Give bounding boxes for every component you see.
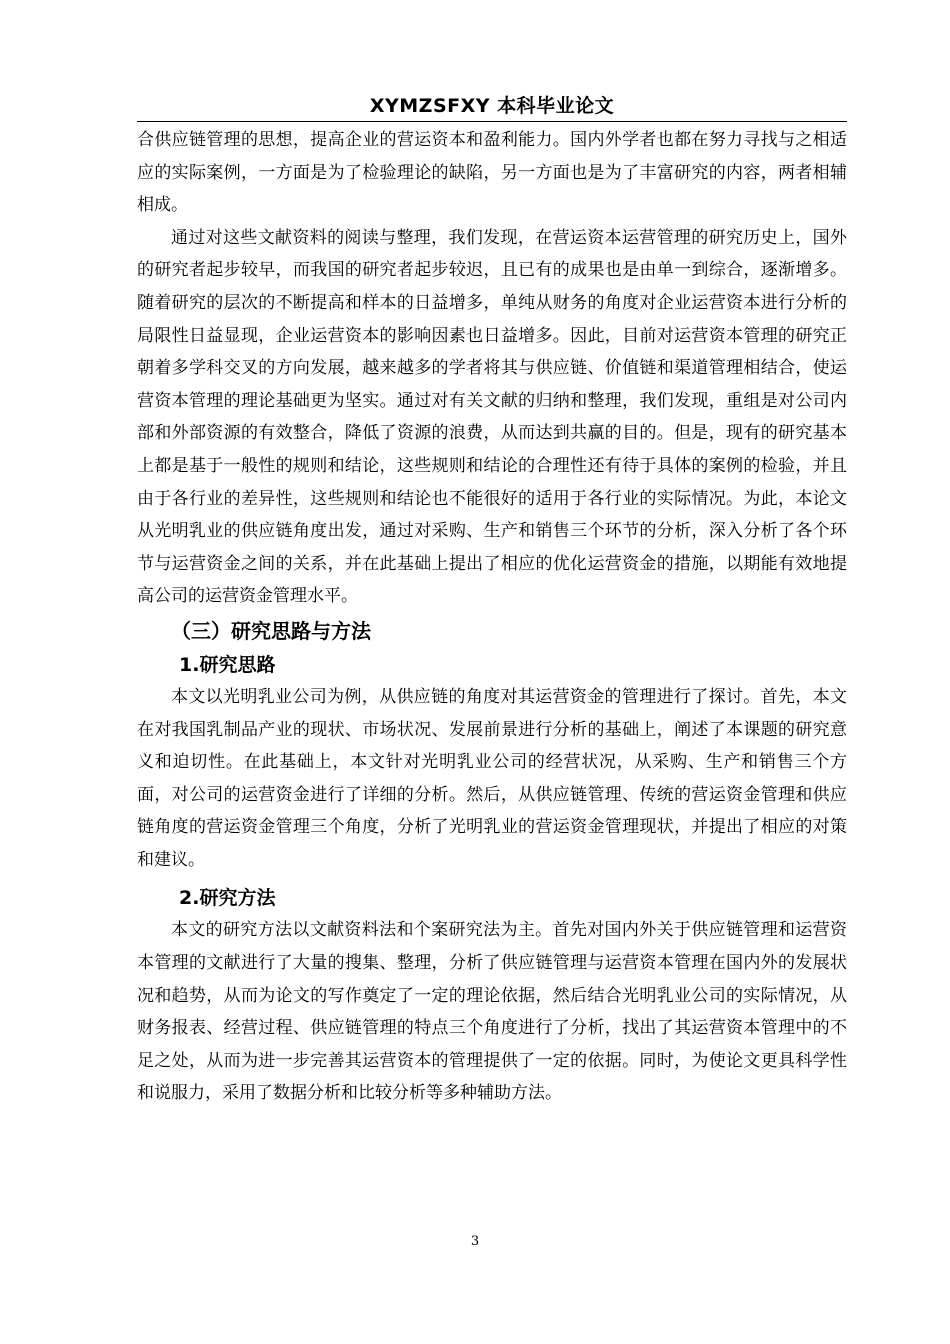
page-header: XYMZSFXY 本科毕业论文 bbox=[369, 95, 615, 117]
subsection-heading-research-method: 2.研究方法 bbox=[179, 887, 276, 910]
paragraph-continuation: 合供应链管理的思想，提高企业的营运资本和盈利能力。国内外学者也都在努力寻找与之相适应的实际案例，一方面是为了检验理论的缺陷，另一方面也是为了丰富研究的内容，两者相辅相成。 bbox=[137, 130, 847, 216]
paragraph-research-method: 本文的研究方法以文献资料法和个案研究法为主。首先对国内外关于供应链管理和运营资本管理的文献进行了大量的搜集、整理，分析了供应链管理与运营资本管理在国内外的发展状况和趋势，从而为论文的写作奠定了一定的理论依据，然后结合光明乳业公司的实际情况，从财务报表、经营过程、供应链管理的特点三个角度进行了分析，找出了其运营资本管理中的不足之处，从而为进一步完善其运营资本的管理提供了一定的依据。同时，为使论文更具科学性和说服力，采用了数据分析和比较分析等多种辅助方法。 bbox=[137, 920, 847, 1104]
subsection-heading-research-approach: 1.研究思路 bbox=[179, 653, 276, 676]
page-number: 3 bbox=[470, 1234, 480, 1249]
paragraph-research-approach: 本文以光明乳业公司为例，从供应链的角度对其运营资金的管理进行了探讨。首先，本文在对我国乳制品产业的现状、市场状况、发展前景进行分析的基础上，阐述了本课题的研究意义和迫切性。在此基础上，本文针对光明乳业公司的经营状况，从采购、生产和销售三个方面，对公司的运营资金进行了详细的分析。然后，从供应链管理、传统的营运资金管理和供应链角度的营运资金管理三个角度，分析了光明乳业的营运资金管理现状，并提出了相应的对策和建议。 bbox=[137, 686, 847, 870]
section-heading: （三）研究思路与方法 bbox=[171, 618, 371, 643]
page-body bbox=[137, 124, 847, 1110]
header-divider bbox=[137, 121, 847, 122]
paragraph-literature-summary: 通过对这些文献资料的阅读与整理，我们发现，在营运资本运营管理的研究历史上，国外的研究者起步较早，而我国的研究者起步较迟，且已有的成果也是由单一到综合，逐渐增多。随着研究的层次的不断提高和样本的日益增多，单纯从财务的角度对企业运营资本进行分析的局限性日益显现，企业运营资本的影响因素也日益增多。因此，目前对运营资本管理的研究正朝着多学科交叉的方向发展，越来越多的学者将其与供应链、价值链和渠道管理相结合，使运营资本管理的理论基础更为坚实。通过对有关文献的归纳和整理，我们发现，重组是对公司内部和外部资源的有效整合，降低了资源的浪费，从而达到共赢的目的。但是，现有的研究基本上都是基于一般性的规则和结论，这些规则和结论的合理性还有待于具体的案例的检验，并且由于各行业的差异性，这些规则和结论也不能很好的适用于各行业的实际情况。为此，本论文从光明乳业的供应链角度出发，通过对采购、生产和销售三个环节的分析，深入分析了各个环节与运营资金之间的关系，并在此基础上提出了相应的优化运营资金的措施，以期能有效地提高公司的运营资金管理水平。 bbox=[137, 227, 847, 607]
